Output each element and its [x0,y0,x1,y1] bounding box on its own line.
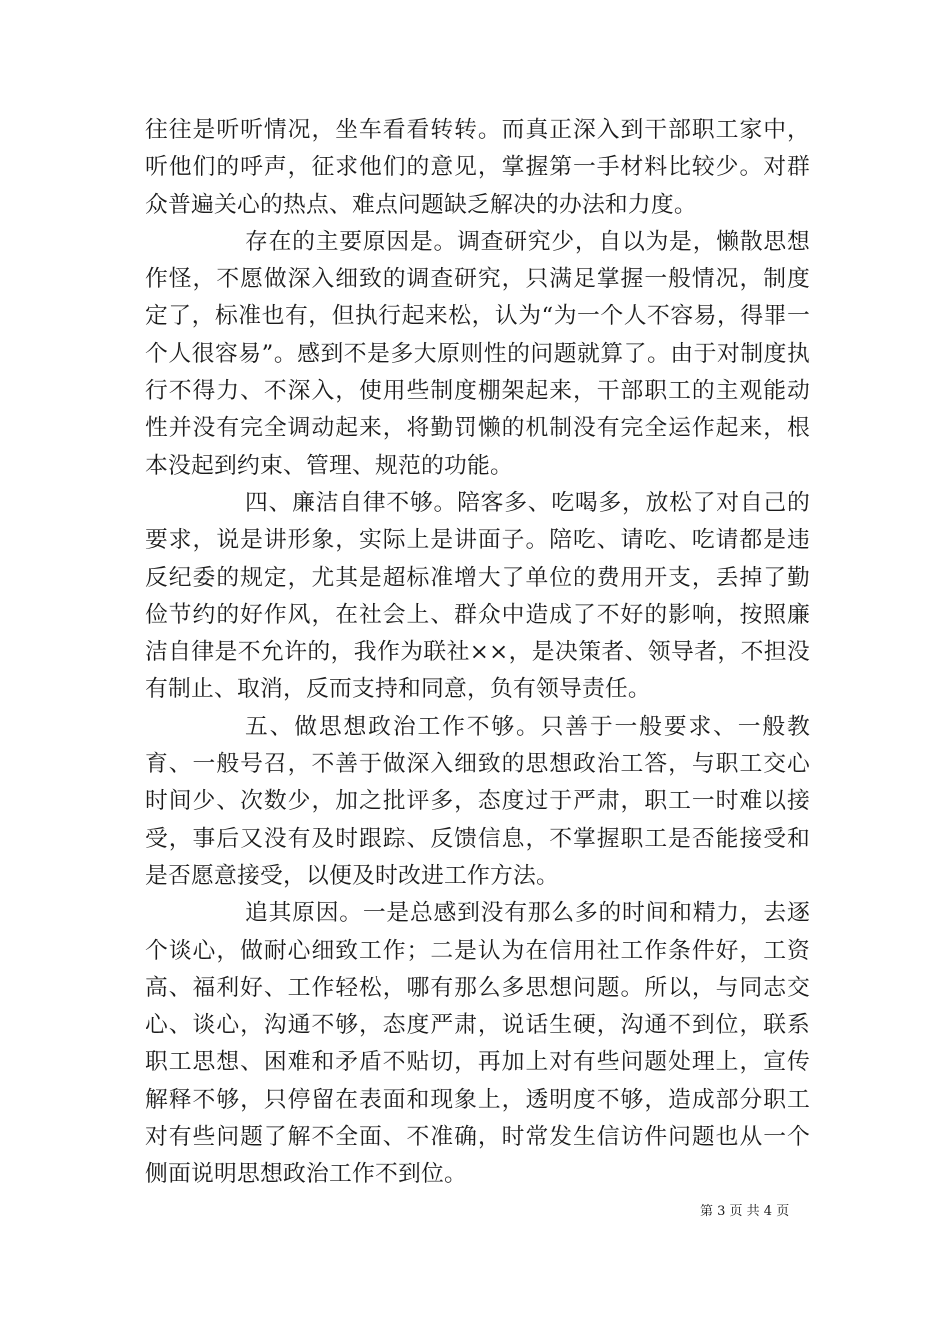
paragraph-section-five: 五、做思想政治工作不够。只善于一般要求、一般教育、一般号召，不善于做深入细致的思想政治工答，与职工交心时间少、次数少，加之批评多，态度过于严肃，职工一时难以接受，事后又没有及时跟踪、反馈信息，不掌握职工是否能接受和是否愿意接受，以便及时改进工作方法。 [145,713,810,889]
document-body [145,112,810,1194]
page-number: 第 3 页 共 4 页 [700,1204,790,1219]
paragraph-root-causes: 追其原因。一是总感到没有那么多的时间和精力，去逐个谈心，做耐心细致工作；二是认为在信用社工作条件好，工资高、福利好、工作轻松，哪有那么多思想问题。所以，与同志交心、谈心，沟通不够，态度严肃，说话生硬，沟通不到位，联系职工思想、困难和矛盾不贴切，再加上对有些问题处理上，宣传解释不够，只停留在表面和现象上，透明度不够，造成部分职工对有些问题了解不全面、不准确，时常发生信访件问题也从一个侧面说明思想政治工作不到位。 [145,900,810,1188]
paragraph-section-four: 四、廉洁自律不够。陪客多、吃喝多，放松了对自己的要求，说是讲形象，实际上是讲面子。陪吃、请吃、吃请都是违反纪委的规定，尤其是超标准增大了单位的费用开支，丢掉了勤俭节约的好作风，在社会上、群众中造成了不好的影响，按照廉洁自律是不允许的，我作为联社××，是决策者、领导者，不担没有制止、取消，反而支持和同意，负有领导责任。 [145,489,810,703]
paragraph-continuation: 往往是听听情况，坐车看看转转。而真正深入到干部职工家中，听他们的呼声，征求他们的意见，掌握第一手材料比较少。对群众普遍关心的热点、难点问题缺乏解决的办法和力度。 [145,117,810,218]
paragraph-main-reasons: 存在的主要原因是。调查研究少，自以为是，懒散思想作怪，不愿做深入细致的调查研究，只满足掌握一般情况，制度定了，标准也有，但执行起来松，认为“为一个人不容易，得罪一个人很容易”。感到不是多大原则性的问题就算了。由于对制度执行不得力、不深入，使用些制度棚架起来，干部职工的主观能动性并没有完全调动起来，将勤罚懒的机制没有完全运作起来，根本没起到约束、管理、规范的功能。 [145,228,810,479]
